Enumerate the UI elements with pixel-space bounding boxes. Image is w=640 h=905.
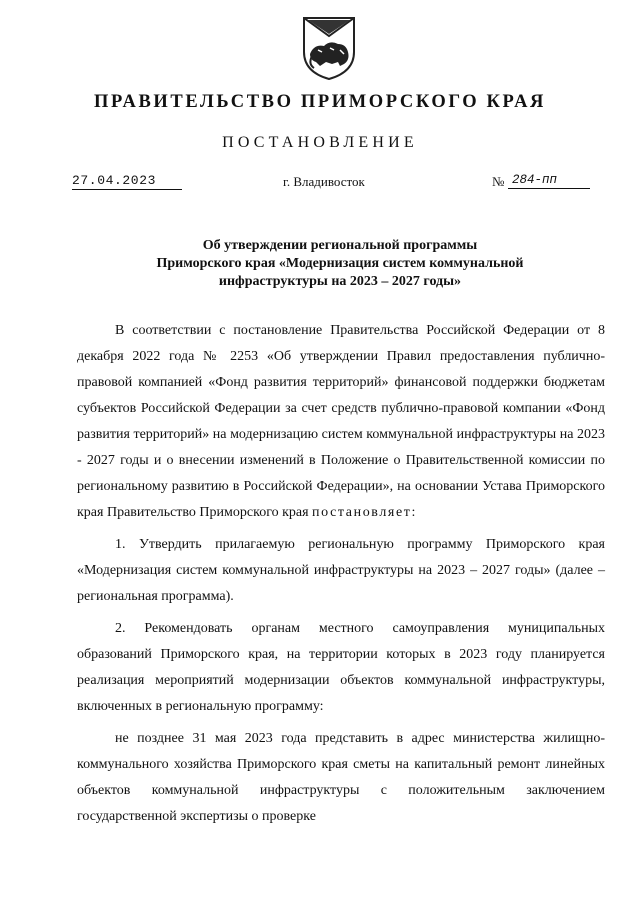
paragraph-preamble [77, 318, 605, 526]
government-name: ПРАВИТЕЛЬСТВО ПРИМОРСКОГО КРАЯ [93, 92, 546, 112]
title-line-2: Приморского края «Модернизация систем коммунальной [156, 256, 524, 271]
primorsky-coat-of-arms-icon [300, 14, 358, 82]
document-city: г. Владивосток [283, 174, 365, 189]
title-line-1: Об утверждении региональной программы [202, 238, 478, 253]
document-number: 284-пп [508, 173, 590, 189]
title-line-3: инфраструктуры на 2023 – 2027 годы» [218, 274, 462, 289]
resolves-word: постановляет: [312, 505, 417, 520]
paragraph-item-2-sub: не позднее 31 мая 2023 года представить в адрес министерства жилищно-коммунального хозяйства Приморского края сметы на капитальный ремонт линейных объектов коммунальной инфраструктуры с положительным заключением государственной экспертизы о проверке [77, 731, 605, 824]
number-sign: № [492, 174, 505, 189]
document-type: ПОСТАНОВЛЕНИЕ [222, 134, 418, 151]
document-title [100, 237, 580, 291]
document-body [77, 318, 605, 830]
paragraph-item-1: 1. Утвердить прилагаемую региональную программу Приморского края «Модернизация систем коммунальной инфраструктуры на 2023 – 2027 годы» (далее – региональная программа). [77, 537, 605, 604]
preamble-text: В соответствии с постановление Правительства Российской Федерации от 8 декабря 2022 года № 2253 «Об утверждении Правил предоставления публично-правовой компанией «Фонд развития территорий» финансовой поддержки бюджетам субъектов Российской Федерации за счет средств публично-правовой компании «Фонд развития территорий» на модернизацию систем коммунальной инфраструктуры на 2023 - 2027 годы и о внесении изменений в Положение о Правительственной комиссии по региональному развитию в Российской Федерации», на основании Устава Приморского края Правительство Приморского края [77, 323, 605, 520]
document-date: 27.04.2023 [72, 173, 182, 190]
paragraph-item-2: 2. Рекомендовать органам местного самоуправления муниципальных образований Приморского края, на территории которых в 2023 году планируется реализация мероприятий модернизации объектов коммунальной инфраструктуры, включенных в региональную программу: [77, 621, 605, 714]
